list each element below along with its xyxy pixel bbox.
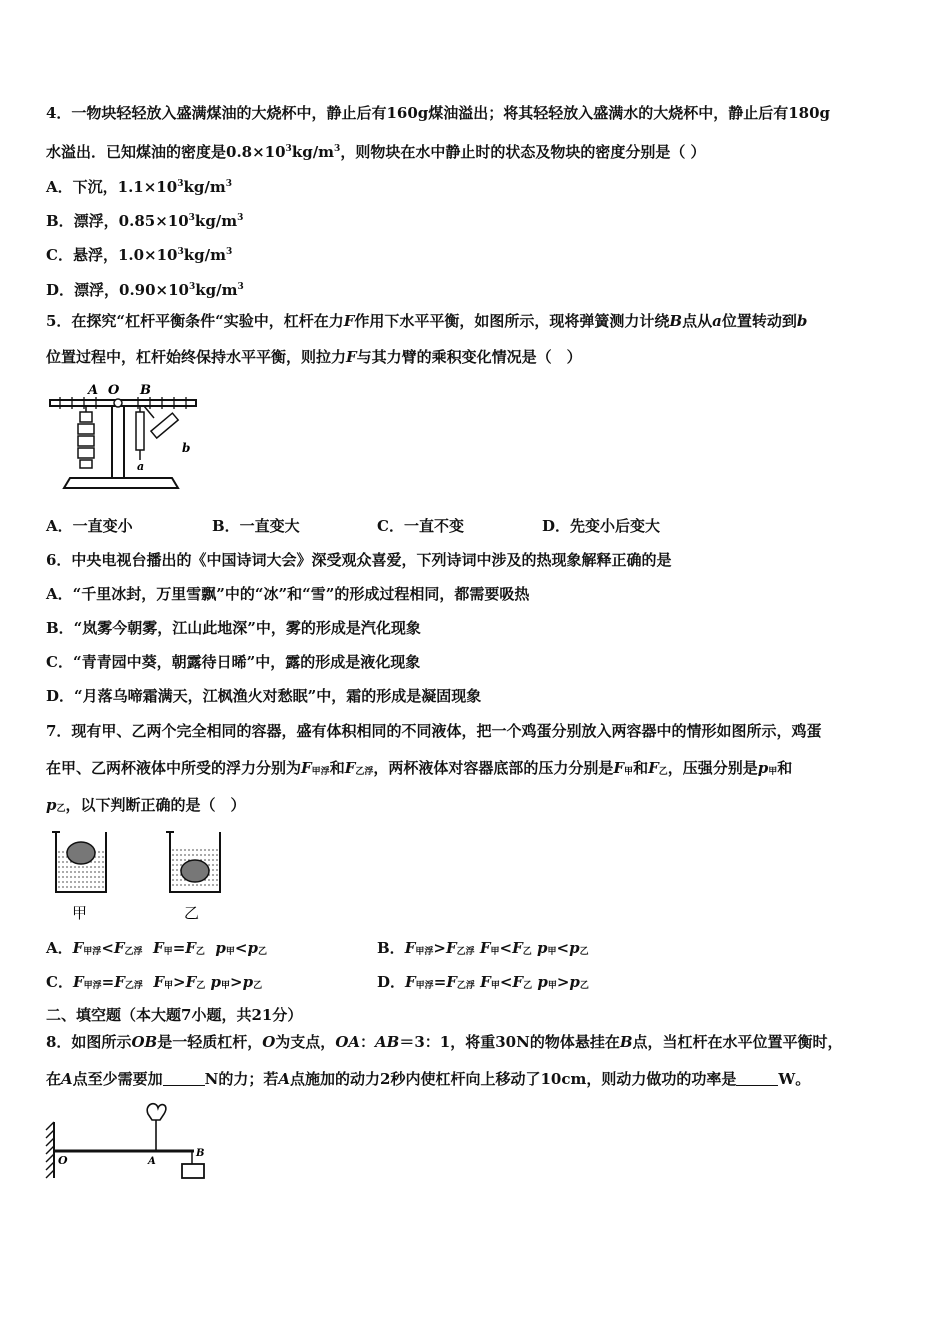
fig-label-o: O <box>108 383 120 398</box>
q7-option-b[interactable]: B．F甲浮>F乙浮 F甲<F乙 p甲<p乙 <box>377 939 589 957</box>
fig-label-a-upper: A <box>88 383 99 398</box>
q4-option-c[interactable]: C．悬浮，$1.0\times 10^3kg/m^3$ <box>46 246 233 264</box>
q5-option-b[interactable]: B．一直变大 <box>212 517 300 535</box>
fig-label-b: B <box>196 1148 205 1159</box>
fig-label-b-upper: B <box>140 383 151 398</box>
q6-option-a[interactable]: A．“千里冰封，万里雪飘”中的“冰”和“雪”的形成过程相同，都需要吸热 <box>46 585 530 603</box>
egg-containers-figure <box>46 826 236 926</box>
q4-option-d[interactable]: D．漂浮，$0.90\times 10^3kg/m^3$ <box>46 281 244 299</box>
q4-option-a[interactable]: A．下沉，$1.1\times 10^3kg/m^3$ <box>46 178 232 196</box>
fig-label-yi: 乙 <box>184 904 200 922</box>
container-yi <box>166 832 220 892</box>
q6-stem: 6．中央电视台播出的《中国诗词大会》深受观众喜爱，下列诗词中涉及的热现象解释正确的是 <box>46 551 672 569</box>
q6-option-c[interactable]: C．“青青园中葵，朝露待日晞”中，露的形成是液化现象 <box>46 653 421 671</box>
q7-stem-line1: 7．现有甲、乙两个完全相同的容器，盛有体积相同的不同液体，把一个鸡蛋分别放入两容器中的情形如图所示，鸡蛋 <box>46 722 822 740</box>
fig-label-jia: 甲 <box>72 904 88 922</box>
q7-stem-line3: p乙，以下判断正确的是（ ） <box>46 796 246 814</box>
q7-option-d[interactable]: D．F甲浮=F乙浮 F甲<F乙 p甲>p乙 <box>377 973 589 991</box>
q4-option-b[interactable]: B．漂浮，$0.85\times 10^3kg/m^3$ <box>46 212 244 230</box>
q7-option-c[interactable]: C．F甲浮=F乙浮 F甲>F乙 p甲>p乙 <box>46 973 263 991</box>
q5-option-a[interactable]: A．一直变小 <box>46 517 133 535</box>
fig-label-o: O <box>58 1154 68 1167</box>
q8-blank-1[interactable] <box>163 1071 205 1086</box>
q5-stem-line1: 5．在探究“杠杆平衡条件“实验中，杠杆在力F作用下水平平衡，如图所示，现将弹簧测力计绕B点从a位置转动到b <box>46 312 808 330</box>
q5-option-c[interactable]: C．一直不变 <box>377 517 464 535</box>
container-jia <box>52 832 106 892</box>
q5-option-d[interactable]: D．先变小后变大 <box>542 517 661 535</box>
lever-wall-figure <box>44 1100 224 1186</box>
q4-stem-line1: 4．一物块轻轻放入盛满煤油的大烧杯中，静止后有160g煤油溢出；将其轻轻放入盛满水的大烧杯中，静止后有180g <box>46 104 831 122</box>
lever-spring-scale-figure <box>46 380 206 492</box>
q4-stem-line2: 水溢出．已知煤油的密度是$0.8\times 10^3kg/m^3$，则物块在水中静止时的状态及物块的密度分别是（ ） <box>46 143 706 161</box>
fig-label-b-lower: b <box>182 441 191 455</box>
fig-label-a-lower: a <box>137 460 145 473</box>
fig-label-a: A <box>148 1156 156 1167</box>
section2-title: 二、填空题（本大题7小题，共21分） <box>46 1006 303 1024</box>
egg-jia <box>67 842 95 864</box>
q8-stem-line2: 在A点至少需要加 N的力；若A点施加的动力2秒内使杠杆向上移动了10cm，则动力做功的功率是 W。 <box>46 1070 811 1088</box>
q6-option-b[interactable]: B．“岚雾今朝雾，江山此地深”中，雾的形成是汽化现象 <box>46 619 421 637</box>
egg-yi <box>181 860 209 882</box>
q7-stem-line2: 在甲、乙两杯液体中所受的浮力分别为F甲浮和F乙浮，两杯液体对容器底部的压力分别是F甲和F乙，压强分别是p甲和 <box>46 759 793 777</box>
q8-stem-line1: 8．如图所示OB是一轻质杠杆，O为支点，OA：AB＝3：1，将重30N的物体悬挂在B点，当杠杆在水平位置平衡时， <box>46 1033 843 1051</box>
q8-blank-2[interactable] <box>736 1071 778 1086</box>
q7-option-a[interactable]: A．F甲浮<F乙浮 F甲=F乙 p甲<p乙 <box>46 939 267 957</box>
q6-option-d[interactable]: D．“月落乌啼霜满天，江枫渔火对愁眠”中，霜的形成是凝固现象 <box>46 687 482 705</box>
q5-stem-line2: 位置过程中，杠杆始终保持水平平衡，则拉力F与其力臂的乘积变化情况是（ ） <box>46 348 582 366</box>
